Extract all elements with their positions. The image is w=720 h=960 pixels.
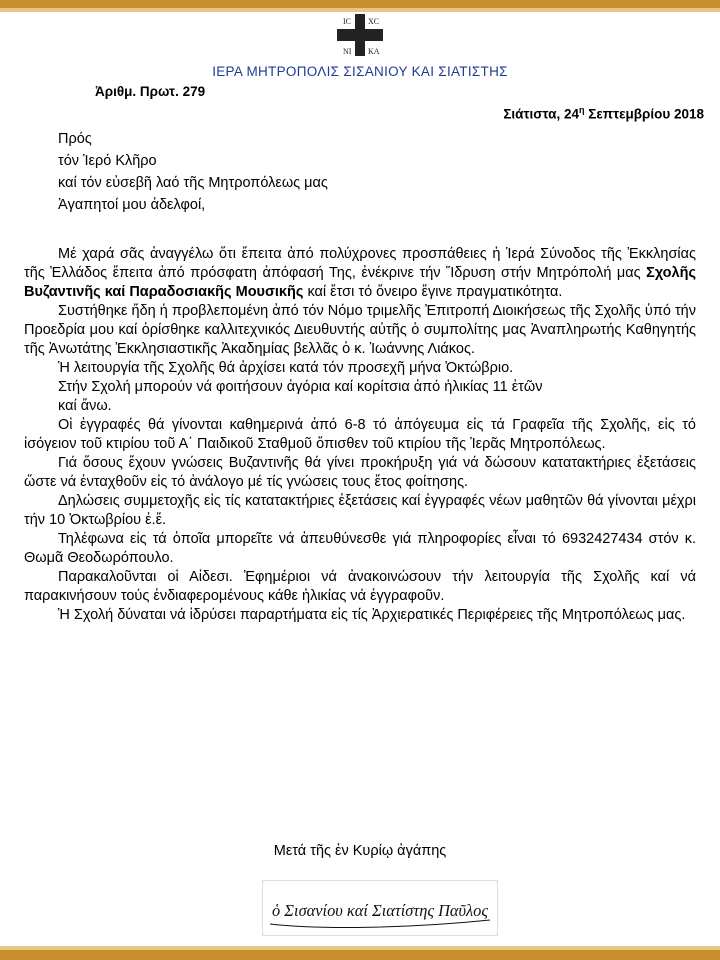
closing-line: Μετά τῆς ἐν Κυρίῳ ἀγάπης <box>273 843 447 859</box>
bottom-decorative-bar <box>0 950 720 960</box>
protocol-number: Ἀριθμ. Πρωτ. 279 <box>95 84 206 99</box>
cross-emblem-icon <box>333 10 387 60</box>
paragraph-deadline: Δηλώσεις συμμετοχῆς εἰς τίς κατατακτήριες ἐξετάσεις καί ἐγγραφές νέων μαθητῶν θά γίνονται μέχρι τήν 10 Ὀκτωβρίου ἐ.ἔ. <box>24 493 696 528</box>
paragraph-start: Ἡ λειτουργία τῆς Σχολῆς θά ἀρχίσει κατά τόν προσεχῆ μήνα Ὀκτώβριο. <box>58 360 514 376</box>
address-line: τόν Ἱερό Κλῆρο <box>58 153 157 169</box>
address-line: Πρός <box>58 131 92 147</box>
paragraph-committee: Συστήθηκε ἤδη ἡ προβλεπομένη ἀπό τόν Νόμο τριμελῆς Ἐπιτροπή Διοικήσεως τῆς Σχολῆς ὑπό τήν Προεδρία μου καί ὁρίσθηκε καλλιτεχνικός Διευθυντής αὐτῆς ὁ συμπολίτης μας Ἀναπληρωτής Καθηγητής τῆς Ἀνωτάτης Ἐκκλησιαστικῆς Ἀκαδημίας βελλᾶς ὁ κ. Ἰωάννης Λιάκος. <box>24 303 696 357</box>
salutation: Ἀγαπητοί μου ἀδελφοί, <box>58 197 206 213</box>
paragraph-phone: Τηλέφωνα εἰς τά ὁποῖα μπορεῖτε νά ἀπευθύνεσθε γιά πληροφορίες εἶναι τό 6932427434 στόν κ. Θωμᾶ Θεοδωρόπουλο. <box>24 531 696 566</box>
paragraph-text: Μέ χαρά σᾶς ἀναγγέλω ὅτι ἔπειτα ἀπό πολύχρονες προσπάθειες ἡ Ἱερά Σύνοδος τῆς Ἐκκλησίας τῆς Ἑλλάδος ἔπειτα ἀπό πρόσφατη ἀπόφασή Της, ἐνέκρινε τήν Ἵδρυση στήν Μητρόπολή μας <box>24 246 696 281</box>
cross-letters-xc: XC <box>368 17 380 26</box>
paragraph-eligibility: Στήν Σχολή μπορούν νά φοιτήσουν ἀγόρια καί κορίτσια ἀπό ἡλικίας 11 ἐτῶν <box>58 379 543 395</box>
school-name-bold: Σχολῆς Βυζαντινῆς καί Παραδοσιακῆς Μουσικῆς <box>24 265 696 300</box>
paragraph-exams: Γιά ὅσους ἔχουν γνώσεις Βυζαντινῆς θά γίνει προκήρυξη γιά νά δώσουν κατατακτήριες ἐξετάσεις ὥστε νά ἐνταχθοῦν εἰς τό ἀνάλογο μέ τίς γνώσεις τους ἔτος φοίτησης. <box>24 455 696 490</box>
metropolis-name: ΙΕΡΑ ΜΗΤΡΟΠΟΛΙΣ ΣΙΣΑΝΙΟΥ ΚΑΙ ΣΙΑΤΙΣΤΗΣ <box>212 64 508 79</box>
letter-body <box>24 245 696 625</box>
date-suffix: Σεπτεμβρίου 2018 <box>584 106 704 122</box>
paragraph-eligibility-cont: καί ἄνω. <box>58 398 112 414</box>
cross-letters-ni: NI <box>343 47 352 56</box>
paragraph-registration: Οἱ ἐγγραφές θά γίνονται καθημερινά ἀπό 6-8 τό ἀπόγευμα εἰς τά Γραφεῖα τῆς Σχολῆς, εἰς τό ἰσόγειον τοῦ κτιρίου τοῦ Α΄ Παιδικοῦ Σταθμοῦ ὄπισθεν τοῦ κτιρίου τῆς Ἱερᾶς Μητροπόλεως. <box>24 417 696 452</box>
signature-image <box>262 880 498 936</box>
signature-text: ὁ Σισανίου καί Σιατίστης Παῦλος <box>272 901 489 920</box>
paragraph-branches: Ἡ Σχολή δύναται νά ἱδρύσει παραρτήματα εἰς τίς Ἀρχιερατικές Περιφέρειες τῆς Μητροπόλεως μας. <box>58 607 686 623</box>
paragraph-text: καί ἔτσι τό ὄνειρο ἔγινε πραγματικότητα. <box>303 284 563 300</box>
date-prefix: Σιάτιστα, 24 <box>503 106 579 122</box>
paragraph-request: Παρακαλοῦνται οἱ Αἰδεσι. Ἐφημέριοι νά ἀνακοινώσουν τήν λειτουργία τῆς Σχολῆς καί νά παρακινήσουν τούς ἐνδιαφερομένους κάθε ἡλικίας νά ἐγγραφοῦν. <box>24 569 696 604</box>
letter-date <box>503 105 704 122</box>
address-line: καί τόν εὐσεβῆ λαό τῆς Μητροπόλεως μας <box>58 175 328 191</box>
cross-letters-ka: KA <box>368 47 380 56</box>
address-block <box>58 128 328 216</box>
cross-letters-ic: IC <box>343 17 351 26</box>
top-decorative-bar <box>0 0 720 8</box>
paragraph-announcement <box>24 245 696 302</box>
date-superscript: η <box>578 105 585 115</box>
